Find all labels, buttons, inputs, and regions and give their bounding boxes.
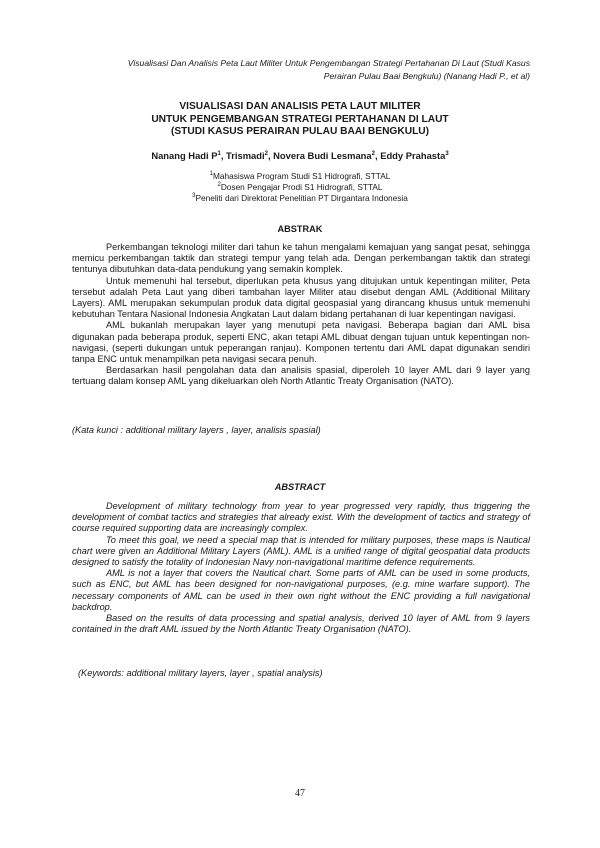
abstract-heading: ABSTRACT xyxy=(274,482,326,492)
title-line-1: VISUALISASI DAN ANALISIS PETA LAUT MILITER xyxy=(179,101,421,112)
abstrak-body xyxy=(72,242,530,388)
paper-title xyxy=(60,101,540,139)
abstract-paragraph: AML is not a layer that covers the Nautical chart. Some parts of AML can be used in some products, such as ENC, but AML has been designed for non-navigational purposes, (e.g. mine warfare support). The necessary components of AML can be used in their own right without the ENC providing a full navigational backdrop. xyxy=(72,568,530,612)
abstract-paragraph: To meet this goal, we need a special map that is intended for military purposes, these maps is Nautical chart were given an Additional Military Layers (AML). AML is a unified range of digital geospatial data products designed to satisfy the totality of Indonesian Navy non-navigational maritime defence requirements. xyxy=(72,534,530,568)
affiliation-list xyxy=(60,171,540,204)
author: Nanang Hadi $P^1$, xyxy=(151,150,227,161)
author: Trismadi$^2$, xyxy=(226,150,274,161)
abstract-keywords: (Keywords: additional military layers, layer , spatial analysis) xyxy=(78,668,323,678)
author-list xyxy=(60,150,540,161)
abstract-paragraph: Development of military technology from year to year progressed very rapidly, thus triggering the development of combat tactics and strategies that already exist. With the development of tactics and strategy of course required supporting data are increasingly complex. xyxy=(72,501,530,534)
running-header-line-2: Perairan Pulau Baai Bengkulu) (Nanang Hadi P., et al) xyxy=(323,71,530,81)
page-number: 47 xyxy=(295,788,305,799)
abstrak-paragraph: AML bukanlah merupakan layer yang menutupi peta navigasi. Beberapa bagian dari AML bisa digunakan pada beberapa produk, seperti ENC, akan tetapi AML dibuat dengan tujuan untuk kepentingan non-navigasi, (seperti dukungan untuk peperangan ranjau). Komponen tertentu dari AML dapat digunakan sendiri tanpa ENC untuk menampilkan peta navigasi secara penuh. xyxy=(72,320,530,365)
abstrak-heading: ABSTRAK xyxy=(277,224,323,234)
author: Eddy Prahasta$^3$ xyxy=(380,150,449,161)
running-header xyxy=(80,57,530,83)
abstract-paragraph: Based on the results of data processing and spatial analysis, derived 10 layer of AML from 9 layers contained in the draft AML issued by the North Atlantic Treaty Organisation (NATO). xyxy=(72,613,530,635)
title-line-2: UNTUK PENGEMBANGAN STRATEGI PERTAHANAN DI LAUT xyxy=(151,113,449,125)
abstrak-paragraph: Untuk memenuhi hal tersebut, diperlukan peta khusus yang ditujukan untuk kepentingan militer, Peta tersebut adalah Peta Laut yang diberi tambahan layer Militer atau disebut dengan AML (Additional Military Layers). AML merupakan sekumpulan produk data digital geospasial yang dirancang khusus untuk memenuhi kebutuhan Tentara Nasional Indonesia Angkatan Laut dalam bidang pertahanan di luar kepentingan navigasi. xyxy=(72,275,530,320)
title-line-3: (STUDI KASUS PERAIRAN PULAU BAAI BENGKULU) xyxy=(170,126,430,137)
affiliation: $^2$Dosen Pengajar Prodi S1 Hidrografi, STTAL xyxy=(217,182,383,192)
affiliation: $^3$Peneliti dari Direktorat Penelitian PT Dirgantara Indonesia xyxy=(192,193,408,203)
affiliation: $^1$Mahasiswa Program Studi S1 Hidrografi, STTAL xyxy=(209,171,391,181)
author: Novera Budi Lesmana$^2$, xyxy=(273,150,381,161)
abstrak-paragraph: Berdasarkan hasil pengolahan data dan analisis spasial, diperoleh 10 layer AML dari 9 layer yang tertuang dalam konsep AML yang dikeluarkan oleh North Atlantic Treaty Organisation (NATO). xyxy=(72,365,530,387)
running-header-line-1: Visualisasi Dan Analisis Peta Laut Militer Untuk Pengembangan Strategi Pertahanan Di Laut (Studi Kasus xyxy=(127,58,530,68)
abstract-body xyxy=(72,501,530,635)
abstrak-keywords: (Kata kunci : additional military layers , layer, analisis spasial) xyxy=(72,425,321,435)
abstrak-paragraph: Perkembangan teknologi militer dari tahun ke tahun mengalami kemajuan yang sangat pesat, sehingga memicu perkembangan taktik dan strategi tempur yang telah ada. Dengan perkembangan taktik dan strategi tentunya dibutuhkan data-data pendukung yang semakin komplek. xyxy=(72,242,530,275)
